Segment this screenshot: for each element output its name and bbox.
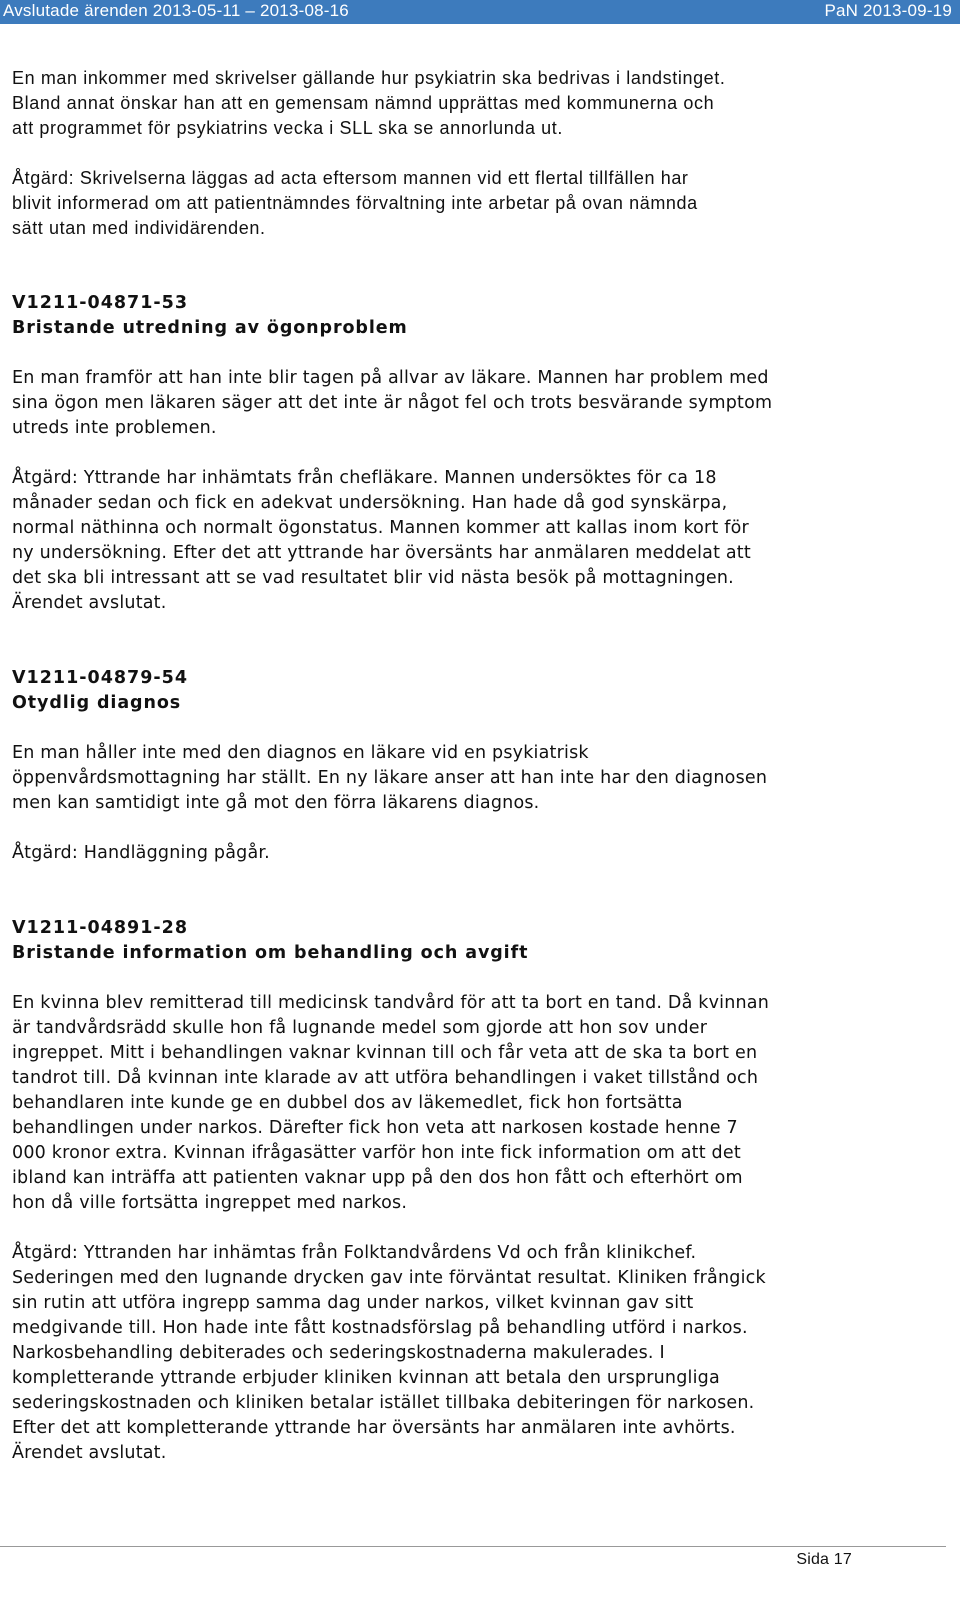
header-title: Avslutade ärenden 2013-05-11 – 2013-08-16 <box>3 1 349 20</box>
case-action-line: Sederingen med den lugnande drycken gav inte förväntat resultat. Kliniken frångick <box>12 1268 766 1288</box>
page-number: Sida 17 <box>796 1551 852 1568</box>
case-description-line: hon då ville fortsätta ingreppet med narkos. <box>12 1193 408 1213</box>
case-action-line: Narkosbehandling debiterades och sederingskostnaderna makulerades. I <box>12 1343 665 1363</box>
case-description-line: behandlingen under narkos. Därefter fick hon veta att narkosen kostade henne 7 <box>12 1118 738 1138</box>
case-description-line: tandrot till. Då kvinnan inte klarade av att utföra behandlingen i vaket tillstånd och <box>12 1068 759 1088</box>
case-action-line: sederingskostnaden och kliniken betalar istället tillbaka debiteringen för narkosen. <box>12 1393 755 1413</box>
case-action-line: medgivande till. Hon hade inte fått kostnadsförslag på behandling utförd i narkos. <box>12 1318 748 1338</box>
case-description-line: 000 kronor extra. Kvinnan ifrågasätter varför hon inte fick information om att det <box>12 1143 741 1163</box>
case-action-line: det ska bli intressant att se vad resultatet blir vid nästa besök på mottagningen. <box>12 568 734 588</box>
case-id: V1211-04879-54 <box>12 668 189 688</box>
case-entry <box>12 666 932 866</box>
case-action-line: Åtgärd: Handläggning pågår. <box>12 843 270 863</box>
document-body <box>12 66 932 1466</box>
page-header <box>0 0 960 24</box>
intro-line: att programmet för psykiatrins vecka i SLL ska se annorlunda ut. <box>12 118 563 138</box>
case-action-line: ny undersökning. Efter det att yttrande har översänts har anmälaren meddelat att <box>12 543 751 563</box>
case-description-line: En man framför att han inte blir tagen på allvar av läkare. Mannen har problem med <box>12 368 769 388</box>
case-description-line: En man håller inte med den diagnos en läkare vid en psykiatrisk <box>12 743 589 763</box>
case-id: V1211-04871-53 <box>12 293 189 313</box>
case-description-line: ingreppet. Mitt i behandlingen vaknar kvinnan till och får veta att de ska ta bort en <box>12 1043 758 1063</box>
case-entry <box>12 916 932 1466</box>
intro-action-line: sätt utan med individärenden. <box>12 218 266 238</box>
intro-action-line: blivit informerad om att patientnämndes förvaltning inte arbetar på ovan nämnda <box>12 193 698 213</box>
intro-section <box>12 66 932 241</box>
case-action-line: sin rutin att utföra ingrepp samma dag under narkos, vilket kvinnan gav sitt <box>12 1293 694 1313</box>
case-description-line: utreds inte problemen. <box>12 418 217 438</box>
case-entry <box>12 291 932 616</box>
case-action-line: Efter det att kompletterande yttrande har översänts har anmälaren inte avhörts. <box>12 1418 736 1438</box>
case-description-line: öppenvårdsmottagning har ställt. En ny läkare anser att han inte har den diagnosen <box>12 768 768 788</box>
case-title: Bristande utredning av ögonproblem <box>12 318 408 338</box>
case-title: Bristande information om behandling och avgift <box>12 943 529 963</box>
case-action-line: månader sedan och fick en adekvat undersökning. Han hade då god synskärpa, <box>12 493 728 513</box>
case-description-line: men kan samtidigt inte gå mot den förra läkarens diagnos. <box>12 793 540 813</box>
case-action-line: Åtgärd: Yttranden har inhämtas från Folktandvårdens Vd och från klinikchef. <box>12 1243 697 1263</box>
case-title: Otydlig diagnos <box>12 693 182 713</box>
case-action-line: Ärendet avslutat. <box>12 1443 167 1463</box>
case-description-line: En kvinna blev remitterad till medicinsk tandvård för att ta bort en tand. Då kvinnan <box>12 993 770 1013</box>
intro-line: En man inkommer med skrivelser gällande hur psykiatrin ska bedrivas i landstinget. <box>12 68 726 88</box>
case-action-line: normal näthinna och normalt ögonstatus. Mannen kommer att kallas inom kort för <box>12 518 749 538</box>
header-date: PaN 2013-09-19 <box>824 1 952 20</box>
case-action-line: Åtgärd: Yttrande har inhämtats från chefläkare. Mannen undersöktes för ca 18 <box>12 468 717 488</box>
case-description-line: är tandvårdsrädd skulle hon få lugnande medel som gjorde att hon sov under <box>12 1018 708 1038</box>
footer-divider <box>0 1546 946 1547</box>
case-action-line: Ärendet avslutat. <box>12 593 167 613</box>
intro-line: Bland annat önskar han att en gemensam nämnd upprättas med kommunerna och <box>12 93 715 113</box>
case-description-line: ibland kan inträffa att patienten vaknar upp på den dos hon fått och efterhört om <box>12 1168 743 1188</box>
case-action-line: kompletterande yttrande erbjuder kliniken kvinnan att betala den ursprungliga <box>12 1368 720 1388</box>
case-description-line: sina ögon men läkaren säger att det inte är något fel och trots besvärande symptom <box>12 393 773 413</box>
case-description-line: behandlaren inte kunde ge en dubbel dos av läkemedlet, fick hon fortsätta <box>12 1093 683 1113</box>
intro-action-line: Åtgärd: Skrivelserna läggas ad acta eftersom mannen vid ett flertal tillfällen har <box>12 168 689 188</box>
case-id: V1211-04891-28 <box>12 918 189 938</box>
